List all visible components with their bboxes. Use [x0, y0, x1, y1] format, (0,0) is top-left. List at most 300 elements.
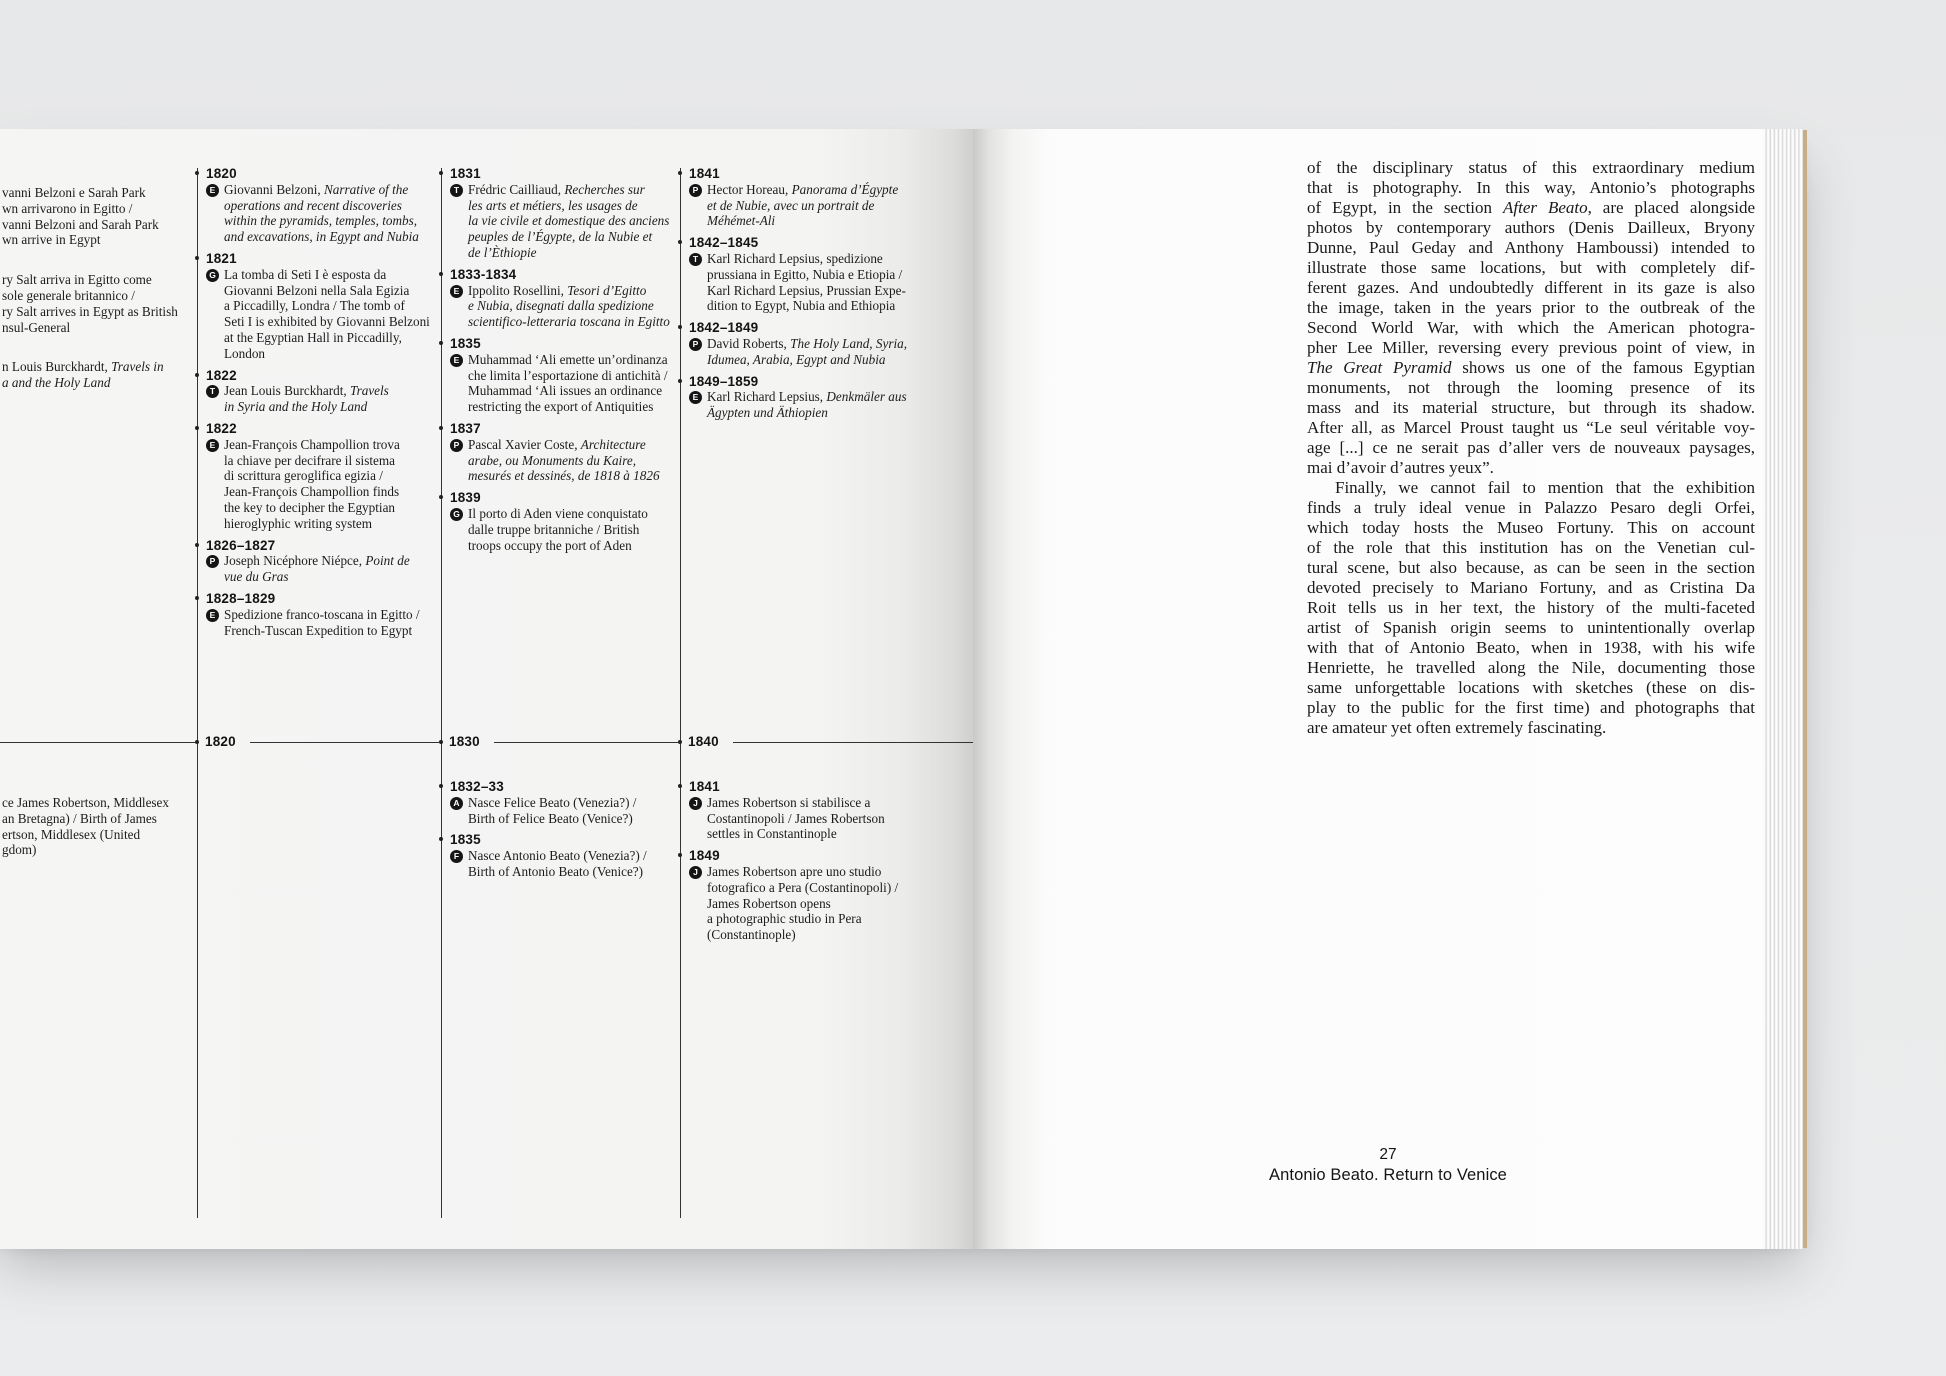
text-segment: (Constantinople) — [707, 927, 796, 943]
text-segment: dition to Egypt, Nubia and Ethiopia — [707, 298, 896, 314]
entry-year: 1833-1834 — [450, 267, 702, 283]
body-text-line — [1307, 258, 1755, 278]
text-segment: Idumea, Arabia, Egypt and Nubia — [707, 351, 886, 367]
text-segment: Panorama d’Égypte — [791, 181, 899, 197]
text-segment: operations and recent discoveries — [224, 197, 402, 213]
entry-year-dot — [439, 837, 443, 841]
text-segment: are amateur yet often extremely fascinating. — [1307, 718, 1607, 737]
category-icon-G: G — [450, 508, 463, 521]
text-segment: James Robertson si stabilisce a — [707, 794, 871, 810]
axis-dot — [678, 740, 682, 744]
entry-text-line — [468, 182, 702, 198]
text-segment: shows us one of the famous Egyptian — [1451, 358, 1755, 377]
text-segment: artist of Spanish origin seems to unintentionally overlap — [1307, 618, 1755, 637]
text-segment: Muhammad ‘Ali issues an ordinance — [468, 383, 663, 399]
entry-body — [206, 607, 458, 639]
text-segment: n Louis Burckhardt, — [2, 359, 112, 375]
text-segment: devoted precisely to Mariano Fortuny, and as Cristina Da — [1307, 578, 1755, 597]
body-text-line — [1307, 298, 1755, 318]
text-segment: dalle truppe britanniche / British — [468, 521, 640, 537]
axis-year-label: 1820 — [205, 734, 236, 749]
axis-year-label: 1830 — [449, 734, 480, 749]
text-segment: a and the Holy Land — [2, 375, 111, 391]
text-segment: Jean-François Champollion finds — [224, 484, 400, 500]
category-icon-F: F — [450, 850, 463, 863]
timeline-column — [197, 166, 458, 644]
entry-text-line — [468, 538, 702, 554]
entry-year: 1837 — [450, 421, 702, 437]
text-segment: ertson, Middlesex (United — [2, 826, 141, 842]
entry-year: 1822 — [206, 368, 458, 384]
entry-year-dot — [439, 171, 443, 175]
entry-text-line — [224, 213, 458, 229]
entry-text-line — [2, 795, 254, 811]
text-segment: play to the public for the first time) and photographs that — [1307, 698, 1755, 717]
text-segment: After all, as Marcel Proust taught us “Le seul véritable voy- — [1307, 418, 1755, 437]
timeline-entry — [2, 795, 254, 858]
entry-text-line — [224, 283, 458, 299]
entry-text-line — [224, 500, 458, 516]
body-text-line — [1307, 398, 1755, 418]
category-icon-P: P — [689, 338, 702, 351]
entry-text-line — [468, 229, 702, 245]
text-segment: Architecture — [580, 436, 646, 452]
entry-text-line — [224, 267, 458, 283]
text-segment: Giovanni Belzoni nella Sala Egizia — [224, 282, 410, 298]
text-segment: of Egypt, in the section — [1307, 198, 1503, 217]
text-segment: prussiana in Egitto, Nubia e Etiopia / — [707, 266, 903, 282]
text-segment: an Bretagna) / Birth of James — [2, 810, 157, 826]
entry-text-line — [468, 352, 702, 368]
entry-text-line — [224, 569, 458, 585]
category-icon-J: J — [689, 797, 702, 810]
entry-text-line — [707, 896, 941, 912]
text-segment: James Robertson apre uno studio — [707, 863, 882, 879]
text-segment: settles in Constantinople — [707, 826, 837, 842]
entry-year: 1826–1827 — [206, 538, 458, 554]
entry-year: 1841 — [689, 166, 941, 182]
category-icon-E: E — [206, 184, 219, 197]
text-segment: gdom) — [2, 842, 37, 858]
entry-text-line — [707, 267, 941, 283]
text-segment: Il porto di Aden viene conquistato — [468, 505, 648, 521]
entry-year-dot — [439, 426, 443, 430]
text-segment: e Nubia, disegnati dalla spedizione — [468, 298, 654, 314]
body-text-line — [1307, 158, 1755, 178]
entry-text-line — [468, 848, 702, 864]
text-segment: in Syria and the Holy Land — [224, 399, 368, 415]
body-text-line — [1307, 278, 1755, 298]
text-segment: of the disciplinary status of this extraordinary medium — [1307, 158, 1755, 177]
timeline-entry — [689, 235, 941, 314]
entry-text-line — [224, 468, 458, 484]
entry-text-line — [224, 229, 458, 245]
entry-text-line — [707, 336, 941, 352]
category-icon-G: G — [206, 269, 219, 282]
entry-year-dot — [195, 596, 199, 600]
text-segment: ry Salt arriva in Egitto come — [2, 272, 152, 288]
timeline-entry — [689, 848, 941, 943]
text-segment: Ippolito Rosellini, — [468, 282, 568, 298]
entry-year-dot — [439, 495, 443, 499]
text-segment: troops occupy the port of Aden — [468, 537, 632, 553]
category-icon-P: P — [689, 184, 702, 197]
entry-body — [206, 182, 458, 245]
text-segment: David Roberts, — [707, 335, 791, 351]
entry-text-line — [2, 811, 254, 827]
entry-body — [206, 383, 458, 415]
timeline-entry — [206, 591, 458, 638]
text-segment: monuments, not through the looming presence of its — [1307, 378, 1755, 397]
timeline-entry — [450, 490, 702, 553]
text-segment: vue du Gras — [224, 569, 289, 585]
entry-body — [206, 437, 458, 532]
text-segment: Second World War, with which the American photogra- — [1307, 318, 1755, 337]
text-segment: et de Nubie, avec un portrait de — [707, 197, 875, 213]
entry-text-line — [707, 213, 941, 229]
text-segment: which today hosts the Museo Fortuny. This on account — [1307, 518, 1755, 537]
text-segment: with that of Antonio Beato, when in 1938, with his wife — [1307, 638, 1755, 657]
timeline-entry — [450, 779, 702, 826]
body-text-line — [1307, 318, 1755, 338]
entry-body — [2, 795, 254, 858]
text-segment: Tesori d’Egitto — [567, 282, 647, 298]
timeline-column — [680, 779, 941, 949]
entry-text-line — [224, 484, 458, 500]
footer-title: Antonio Beato. Return to Venice — [1269, 1166, 1507, 1184]
entry-body — [689, 182, 941, 229]
text-segment: sole generale britannico / — [2, 287, 135, 303]
entry-year-dot — [195, 373, 199, 377]
body-text-line — [1307, 598, 1755, 618]
text-segment: Jean Louis Burckhardt, — [224, 383, 350, 399]
entry-text-line — [224, 383, 458, 399]
entry-text-line — [468, 213, 702, 229]
text-segment: Frédric Cailliaud, — [468, 181, 565, 197]
text-segment: Henriette, he travelled along the Nile, documenting those — [1307, 658, 1755, 677]
body-text-line — [1307, 698, 1755, 718]
category-icon-J: J — [689, 866, 702, 879]
entry-year-dot — [678, 325, 682, 329]
body-text-line — [1307, 238, 1755, 258]
timeline-entry — [689, 779, 941, 842]
entry-body — [689, 389, 941, 421]
entry-text-line — [707, 198, 941, 214]
body-text-line — [1307, 438, 1755, 458]
text-segment: the key to decipher the Egyptian — [224, 499, 396, 515]
entry-year-dot — [195, 171, 199, 175]
entry-text-line — [707, 251, 941, 267]
category-icon-P: P — [206, 555, 219, 568]
text-segment: Denkmäler aus — [826, 389, 907, 405]
timeline-column — [441, 779, 702, 886]
entry-text-line — [224, 346, 458, 362]
entry-text-line — [224, 453, 458, 469]
text-segment: Roit tells us in her text, the history of the multi-faceted — [1307, 598, 1755, 617]
text-segment: Joseph Nicéphore Niépce, — [224, 553, 366, 569]
text-segment: ry Salt arrives in Egypt as British — [2, 303, 178, 319]
timeline-entry — [206, 251, 458, 362]
text-segment: Travels — [349, 383, 389, 399]
axis-dot — [195, 740, 199, 744]
timeline-column — [680, 166, 941, 427]
timeline-entry — [450, 832, 702, 879]
text-segment: ce James Robertson, Middlesex — [2, 795, 170, 810]
entry-body — [689, 795, 941, 842]
entry-text-line — [224, 553, 458, 569]
entry-year-dot — [439, 272, 443, 276]
entry-year: 1828–1829 — [206, 591, 458, 607]
text-segment: mesurés et dessinés, de 1818 à 1826 — [468, 468, 660, 484]
text-segment: age [...] ce ne serait pas d’aller vers de nouveaux paysages, — [1307, 438, 1755, 457]
text-segment: Finally, we cannot fail to mention that the exhibition — [1335, 478, 1755, 497]
text-segment: within the pyramids, temples, tombs, — [224, 213, 418, 229]
body-text-line — [1307, 558, 1755, 578]
entry-text-line — [707, 405, 941, 421]
entry-text-line — [468, 245, 702, 261]
text-segment: pher Lee Miller, reversing every previous point of view, in — [1307, 338, 1755, 357]
entry-year-dot — [439, 341, 443, 345]
entry-year: 1842–1845 — [689, 235, 941, 251]
text-segment: of the role that this institution has on the Venetian cul- — [1307, 538, 1755, 557]
text-segment: Recherches sur — [564, 181, 645, 197]
entry-text-line — [224, 198, 458, 214]
text-segment: Pascal Xavier Coste, — [468, 436, 581, 452]
text-segment: vanni Belzoni e Sarah Park — [2, 185, 146, 200]
timeline-column — [441, 166, 702, 559]
entry-year: 1841 — [689, 779, 941, 795]
timeline-column — [2, 795, 254, 882]
body-text-line — [1307, 378, 1755, 398]
entry-body — [689, 251, 941, 314]
entry-year: 1831 — [450, 166, 702, 182]
entry-year-dot — [195, 543, 199, 547]
timeline-entry — [450, 166, 702, 261]
entry-year-dot — [678, 784, 682, 788]
entry-text-line — [707, 298, 941, 314]
text-segment: Ägypten und Äthiopien — [707, 405, 828, 421]
entry-year: 1820 — [206, 166, 458, 182]
text-segment: vanni Belzoni and Sarah Park — [2, 216, 159, 232]
timeline-entry — [689, 166, 941, 229]
text-segment: same unforgettable locations with sketches (these on dis- — [1307, 678, 1755, 697]
entry-year: 1822 — [206, 421, 458, 437]
text-segment: and excavations, in Egypt and Nubia — [224, 229, 419, 245]
text-segment: French-Tuscan Expedition to Egypt — [224, 622, 413, 638]
entry-text-line — [707, 283, 941, 299]
entry-text-line — [468, 811, 702, 827]
category-icon-E: E — [206, 439, 219, 452]
entry-text-line — [468, 453, 702, 469]
body-text-line — [1307, 718, 1755, 738]
text-segment: Jean-François Champollion trova — [224, 436, 400, 452]
entry-body — [450, 848, 702, 880]
entry-year-dot — [195, 426, 199, 430]
timeline-entry — [206, 538, 458, 585]
text-segment: Costantinopoli / James Robertson — [707, 810, 885, 826]
text-segment: a Piccadilly, Londra / The tomb of — [224, 298, 405, 314]
entry-text-line — [224, 330, 458, 346]
entry-text-line — [707, 795, 941, 811]
entry-year: 1849 — [689, 848, 941, 864]
body-text-line — [1307, 478, 1755, 498]
text-segment: Méhémet-Ali — [707, 213, 776, 229]
entry-year: 1821 — [206, 251, 458, 267]
text-segment: illustrate those same locations, but with completely dif- — [1307, 258, 1755, 277]
entry-text-line — [468, 506, 702, 522]
category-icon-T: T — [206, 385, 219, 398]
category-icon-T: T — [689, 253, 702, 266]
text-segment: After Beato — [1502, 198, 1588, 217]
entry-body — [450, 795, 702, 827]
entry-body — [450, 182, 702, 261]
text-segment: Karl Richard Lepsius, spedizione — [707, 250, 883, 266]
axis-year-label: 1840 — [688, 734, 719, 749]
entry-year: 1839 — [450, 490, 702, 506]
text-segment: hieroglyphic writing system — [224, 515, 372, 531]
entry-text-line — [707, 389, 941, 405]
entry-year: 1835 — [450, 336, 702, 352]
text-segment: photos by contemporary authors (Denis Dailleux, Bryony — [1307, 218, 1755, 237]
timeline-entry — [450, 421, 702, 484]
entry-year: 1849–1859 — [689, 374, 941, 390]
timeline-hline-segment — [494, 742, 678, 743]
category-icon-E: E — [450, 285, 463, 298]
text-segment: The Great Pyramid — [1307, 358, 1452, 377]
text-segment: mass and its material structure, but through its shadow. — [1307, 398, 1755, 417]
page-number: 27 — [1379, 1146, 1397, 1163]
body-text-line — [1307, 458, 1755, 478]
text-segment: Hector Horeau, — [707, 181, 792, 197]
cover-edge — [1803, 130, 1807, 1248]
entry-body — [689, 864, 941, 943]
text-segment: fotografico a Pera (Costantinopoli) / — [707, 879, 899, 895]
text-segment: that is photography. In this way, Antonio’s photographs — [1307, 178, 1755, 197]
entry-year-dot — [678, 853, 682, 857]
entry-text-line — [468, 795, 702, 811]
entry-body — [450, 283, 702, 330]
entry-text-line — [707, 911, 941, 927]
entry-body — [450, 437, 702, 484]
entry-text-line — [2, 842, 254, 858]
text-segment: Travels in — [111, 359, 164, 375]
text-segment: the image, taken in the years prior to the outbreak of the — [1307, 298, 1755, 317]
timeline-entry — [206, 166, 458, 245]
entry-text-line — [468, 437, 702, 453]
text-segment: wn arrive in Egypt — [2, 232, 101, 248]
body-text-line — [1307, 498, 1755, 518]
text-segment: Point de — [365, 553, 410, 569]
timeline-entry — [689, 374, 941, 421]
body-text-line — [1307, 618, 1755, 638]
body-text-line — [1307, 578, 1755, 598]
text-segment: at the Egyptian Hall in Piccadilly, — [224, 329, 402, 345]
timeline-entry — [206, 368, 458, 415]
entry-year: 1835 — [450, 832, 702, 848]
entry-body — [206, 553, 458, 585]
category-icon-A: A — [450, 797, 463, 810]
entry-text-line — [707, 927, 941, 943]
body-text-line — [1307, 198, 1755, 218]
entry-body — [450, 506, 702, 553]
text-segment: la chiave per decifrare il sistema — [224, 452, 395, 468]
entry-text-line — [468, 283, 702, 299]
text-segment: Karl Richard Lepsius, — [707, 389, 827, 405]
text-segment: wn arrivarono in Egitto / — [2, 200, 133, 216]
entry-text-line — [224, 437, 458, 453]
entry-text-line — [707, 880, 941, 896]
body-text-line — [1307, 338, 1755, 358]
body-text-line — [1307, 658, 1755, 678]
entry-text-line — [468, 522, 702, 538]
timeline-entry — [450, 336, 702, 415]
fore-edge-page-stack — [1763, 129, 1803, 1249]
entry-body — [450, 352, 702, 415]
category-icon-E: E — [206, 609, 219, 622]
entry-year-dot — [678, 379, 682, 383]
entry-text-line — [468, 864, 702, 880]
text-segment: Karl Richard Lepsius, Prussian Expe- — [707, 282, 906, 298]
entry-year: 1832–33 — [450, 779, 702, 795]
entry-text-line — [468, 399, 702, 415]
text-segment: Spedizione franco-toscana in Egitto / — [224, 606, 420, 622]
text-segment: Muhammad ‘Ali emette un’ordinanza — [468, 351, 668, 367]
body-text-line — [1307, 638, 1755, 658]
text-segment: Narrative of the — [324, 181, 409, 197]
entry-text-line — [707, 864, 941, 880]
entry-text-line — [224, 298, 458, 314]
category-icon-P: P — [450, 439, 463, 452]
entry-text-line — [707, 182, 941, 198]
entry-year-dot — [678, 171, 682, 175]
category-icon-E: E — [450, 354, 463, 367]
text-segment: Birth of Antonio Beato (Venice?) — [468, 863, 644, 879]
page-footer — [1168, 1146, 1608, 1186]
body-text-line — [1307, 678, 1755, 698]
entry-year-dot — [439, 784, 443, 788]
text-segment: ferent gazes. And undoubtedly different in its gaze is also — [1307, 278, 1755, 297]
entry-text-line — [224, 623, 458, 639]
text-segment: les arts et métiers, les usages de — [468, 197, 638, 213]
axis-dot — [439, 740, 443, 744]
body-text-line — [1307, 418, 1755, 438]
text-segment: tural scene, but also because, as can be seen in the section — [1307, 558, 1755, 577]
entry-text-line — [707, 811, 941, 827]
text-segment: The Holy Land, Syria, — [790, 335, 908, 351]
text-segment: , are placed alongside — [1587, 198, 1755, 217]
text-segment: scientifico-letteraria toscana in Egitto — [468, 314, 670, 330]
timeline-entry — [689, 320, 941, 367]
entry-body — [689, 336, 941, 368]
text-segment: peuples de l’Égypte, de la Nubie et — [468, 229, 653, 245]
text-segment: a photographic studio in Pera — [707, 911, 862, 927]
body-text-line — [1307, 538, 1755, 558]
text-segment: La tomba di Seti I è esposta da — [224, 266, 387, 282]
category-icon-T: T — [450, 184, 463, 197]
body-text-line — [1307, 218, 1755, 238]
timeline-entry — [450, 267, 702, 330]
text-segment: Nasce Antonio Beato (Venezia?) / — [468, 848, 647, 864]
entry-text-line — [468, 198, 702, 214]
entry-year-dot — [678, 240, 682, 244]
timeline-entry — [206, 421, 458, 532]
entry-year-dot — [195, 256, 199, 260]
entry-text-line — [468, 314, 702, 330]
entry-text-line — [468, 368, 702, 384]
body-text-line — [1307, 358, 1755, 378]
entry-text-line — [224, 314, 458, 330]
entry-year: 1842–1849 — [689, 320, 941, 336]
